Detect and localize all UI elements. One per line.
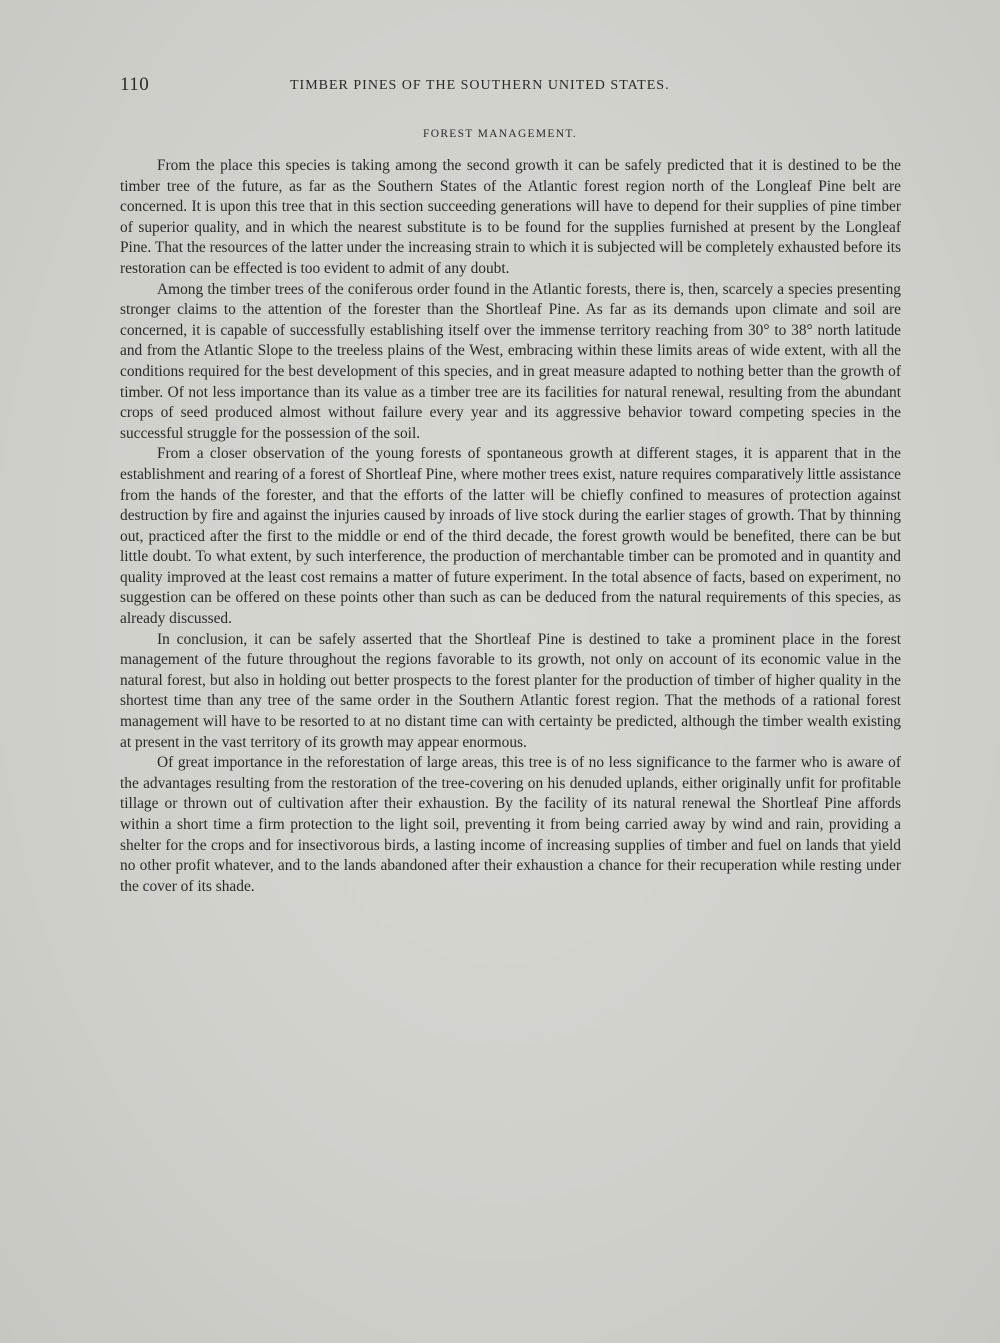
paragraph: Among the timber trees of the coniferous order found in the Atlantic forests, there is, then, scarcely a species presenting stronger claims to the attention of the forester than the Shortleaf Pine. As far as its demands upon climate and soil are concerned, it is capable of successfully establishing itself over the immense territory reaching from 30° to 38° north latitude and from the Atlantic Slope to the treeless plains of the West, embracing within these limits areas of wide extent, with all the conditions required for the best development of this species, and in great measure adapted to nothing better than the growth of timber. Of not less importance than its value as a timber tree are its facilities for natural renewal, resulting from the abundant crops of seed produced almost without failure every year and its aggressive behavior toward competing species in the successful struggle for the possession of the soil. <box>120 280 901 442</box>
paragraph: Of great importance in the reforestation of large areas, this tree is of no less significance to the farmer who is aware of the advantages resulting from the restoration of the tree-covering on his denuded uplands, either originally unfit for profitable tillage or thrown out of cultivation after their exhaustion. By the facility of its natural renewal the Shortleaf Pine affords within a short time a firm protection to the light soil, preventing it from being carried away by wind and rain, providing a shelter for the crops and for insectivorous birds, a lasting income of increasing supplies of timber and fuel on lands that yield no other profit whatever, and to the lands abandoned after their exhaustion a chance for their recuperation while resting under the cover of its shade. <box>120 754 901 895</box>
page-header <box>120 74 900 98</box>
paragraph: From the place this species is taking among the second growth it can be safely predicted that it is destined to be the timber tree of the future, as far as the Southern States of the Atlantic forest region north of the Longleaf Pine belt are concerned. It is upon this tree that in this section succeeding generations will have to depend for their supplies of pine timber of superior quality, and in which the nearest substitute is to be found for the supplies furnished at present by the Longleaf Pine. That the resources of the latter under the increasing strain to which it is subjected will be completely exhausted before its restoration can be effected is too evident to admit of any doubt. <box>120 157 901 277</box>
section-heading: FOREST MANAGEMENT. <box>423 128 577 140</box>
page-number: 110 <box>120 74 150 95</box>
body-text <box>120 156 901 897</box>
running-title: TIMBER PINES OF THE SOUTHERN UNITED STATES. <box>290 78 670 93</box>
paragraph: In conclusion, it can be safely asserted that the Shortleaf Pine is destined to take a prominent place in the forest management of the future throughout the regions favorable to its growth, not only on account of its economic value in the natural forest, but also in holding out better prospects to the forest planter for the production of timber of higher quality in the shortest time than any tree of the same order in the Southern Atlantic forest region. That the methods of a rational forest management will have to be resorted to at no distant time can with certainty be predicted, although the timber wealth existing at present in the vast territory of its growth may appear enormous. <box>120 630 901 751</box>
paragraph: From a closer observation of the young forests of spontaneous growth at different stages, it is apparent that in the establishment and rearing of a forest of Shortleaf Pine, where mother trees exist, nature requires comparatively little assistance from the hands of the forester, and that the efforts of the latter will be chiefly confined to measures of protection against destruction by fire and against the injuries caused by inroads of live stock during the earlier stages of growth. That by thinning out, practiced after the first to the middle or end of the third decade, the forest growth would be benefited, there can be but little doubt. To what extent, by such interference, the production of merchantable timber can be promoted and in quantity and quality improved at the least cost remains a matter of future experiment. In the total absence of facts, based on experiment, no suggestion can be offered on these points other than such as can be deduced from the natural requirements of this species, as already discussed. <box>120 445 901 628</box>
